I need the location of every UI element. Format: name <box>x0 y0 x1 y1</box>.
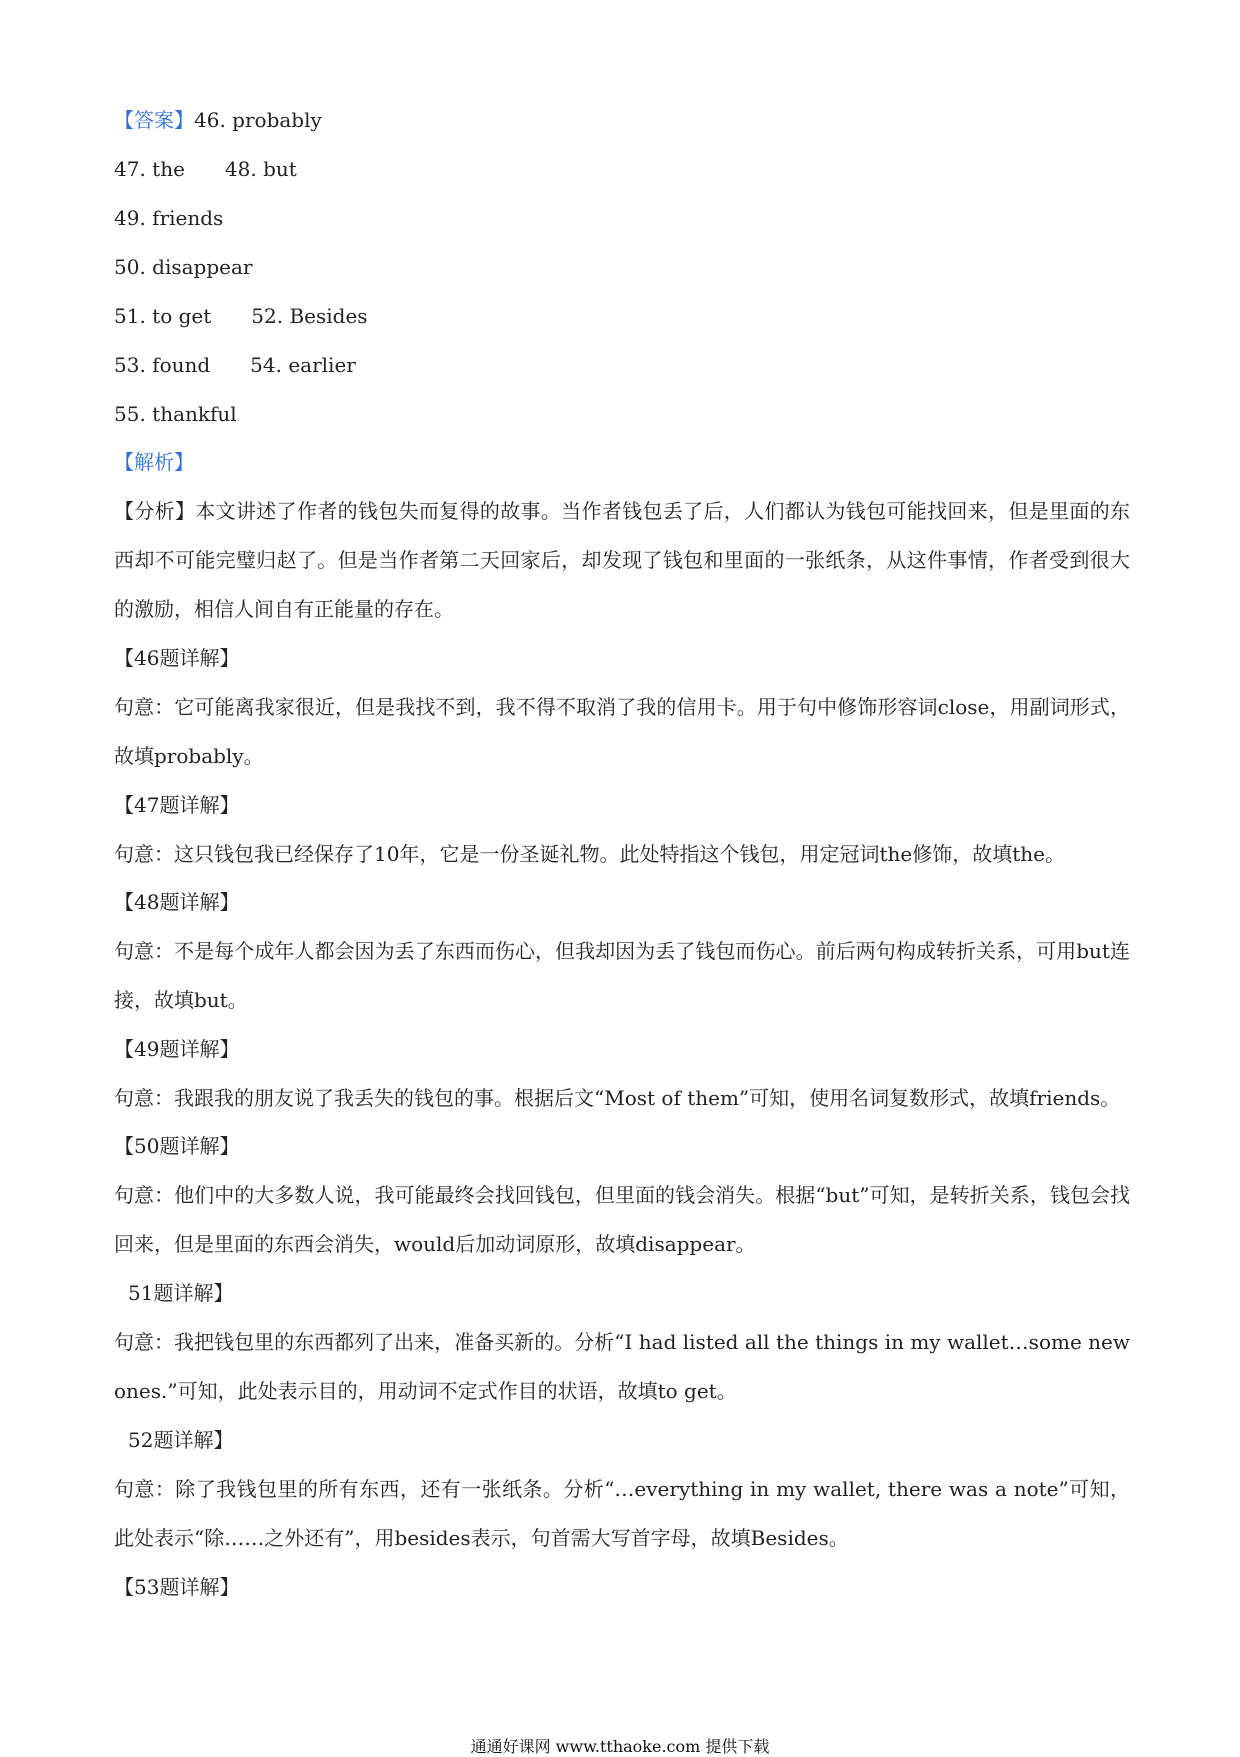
answer-row-7 <box>114 404 237 424</box>
detail-text-52: 句意：除了我钱包里的所有东西，还有一张纸条。分析“…everything in my wallet, there was a note”可知，此处表示“除……之外还有”，用besides表示，句首需大写首字母，故填Besides。 <box>114 1477 1130 1550</box>
answer-label: 【答案】 <box>114 108 194 132</box>
answer-item: 47. the <box>114 157 185 181</box>
answer-item: 46. probably <box>194 108 322 132</box>
answer-item: 51. to get <box>114 304 212 328</box>
detail-text-46: 句意：它可能离我家很近，但是我找不到，我不得不取消了我的信用卡。用于句中修饰形容词close，用副词形式，故填probably。 <box>114 695 1130 768</box>
answer-item: 50. disappear <box>114 255 253 279</box>
answer-row-6 <box>114 355 356 375</box>
analysis-label: 【解析】 <box>114 450 194 474</box>
answer-item: 52. Besides <box>251 304 368 328</box>
detail-heading-52: 52题详解】 <box>128 1428 234 1452</box>
detail-text-51: 句意：我把钱包里的东西都列了出来，准备买新的。分析“I had listed all the things in my wallet…some new ones.”可知，此处表示目的，用动词不定式作目的状语，故填to get。 <box>114 1330 1130 1403</box>
answer-item: 54. earlier <box>250 353 356 377</box>
detail-heading-50: 【50题详解】 <box>114 1134 240 1158</box>
answer-item: 53. found <box>114 353 211 377</box>
answer-row-2 <box>114 159 297 179</box>
summary-paragraph: 【分析】本文讲述了作者的钱包失而复得的故事。当作者钱包丢了后，人们都认为钱包可能找回来，但是里面的东西却不可能完璧归赵了。但是当作者第二天回家后，却发现了钱包和里面的一张纸条，从这件事情，作者受到很大的激励，相信人间自有正能量的存在。 <box>114 499 1130 621</box>
detail-heading-48: 【48题详解】 <box>114 890 240 914</box>
page-footer: 通通好课网 www.tthaoke.com 提供下载 <box>470 1737 770 1756</box>
answer-row-5 <box>114 306 368 326</box>
detail-heading-51: 51题详解】 <box>128 1281 234 1305</box>
detail-text-50: 句意：他们中的大多数人说，我可能最终会找回钱包，但里面的钱会消失。根据“but”可知，是转折关系，钱包会找回来，但是里面的东西会消失，would后加动词原形，故填disappear。 <box>114 1183 1130 1256</box>
detail-heading-47: 【47题详解】 <box>114 793 240 817</box>
answer-item: 55. thankful <box>114 402 237 426</box>
detail-text-49: 句意：我跟我的朋友说了我丢失的钱包的事。根据后文“Most of them”可知，使用名词复数形式，故填friends。 <box>114 1086 1121 1110</box>
answer-row-3 <box>114 208 223 228</box>
detail-text-48: 句意：不是每个成年人都会因为丢了东西而伤心，但我却因为丢了钱包而伤心。前后两句构成转折关系，可用but连接，故填but。 <box>114 939 1130 1012</box>
answer-row-4 <box>114 257 252 277</box>
detail-heading-49: 【49题详解】 <box>114 1037 240 1061</box>
detail-heading-46: 【46题详解】 <box>114 646 240 670</box>
detail-text-47: 句意：这只钱包我已经保存了10年，它是一份圣诞礼物。此处特指这个钱包，用定冠词the修饰，故填the。 <box>114 842 1065 866</box>
detail-heading-53: 【53题详解】 <box>114 1575 240 1599</box>
answer-item: 49. friends <box>114 206 224 230</box>
answer-item: 48. but <box>224 157 297 181</box>
answer-row-1 <box>114 110 322 130</box>
